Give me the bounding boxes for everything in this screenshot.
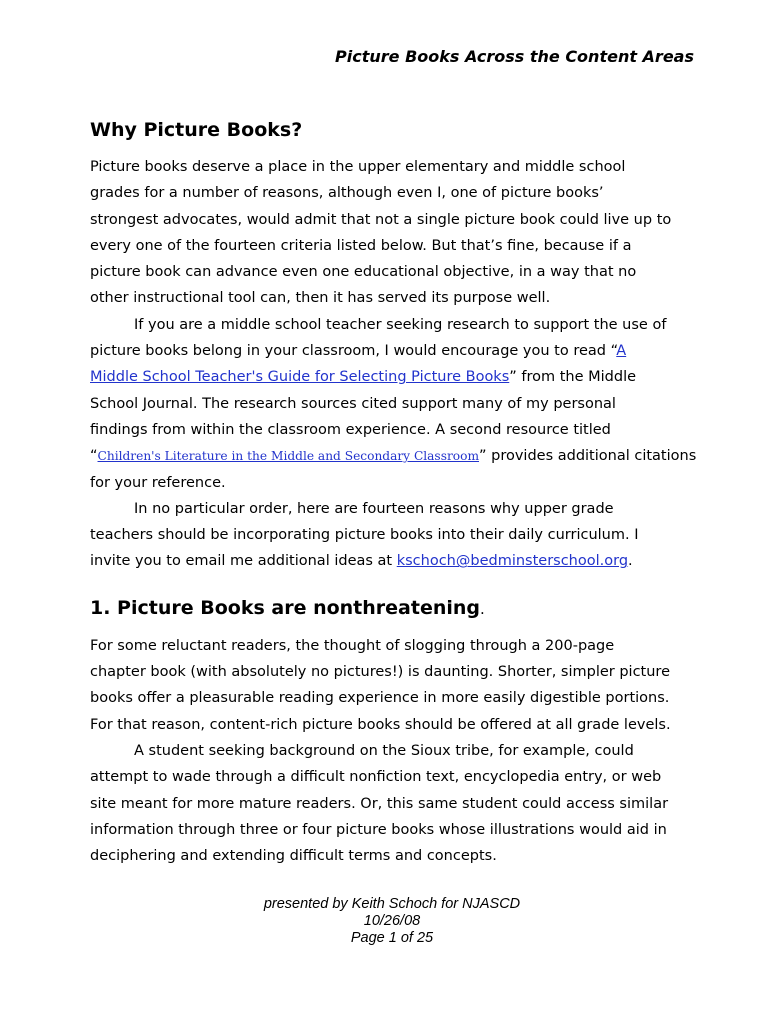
section-heading-text: 1. Picture Books are nonthreatening: [90, 596, 481, 619]
text-line: picture book can advance even one educational objective, in a way that no: [90, 264, 637, 281]
middle-school-guide-link[interactable]: Middle School Teacher's Guide for Selecting Picture Books: [90, 369, 510, 386]
text-line: attempt to wade through a difficult nonfiction text, encyclopedia entry, or web: [90, 769, 662, 786]
text-line: deciphering and extending difficult terms and concepts.: [90, 848, 497, 865]
text-line: In no particular order, here are fourteen reasons why upper grade: [134, 500, 614, 517]
footer-page-number: Page 1 of 25: [350, 930, 434, 946]
section-heading-nonthreatening: [90, 592, 696, 625]
text-line: books offer a pleasurable reading experience in more easily digestible portions.: [90, 690, 670, 707]
page-footer: [0, 896, 768, 947]
text-line: every one of the fourteen criteria listed below. But that’s fine, because if a: [90, 237, 632, 254]
running-header: Picture Books Across the Content Areas: [335, 47, 694, 66]
text-line: ” provides additional citations: [479, 448, 697, 465]
text-line: grades for a number of reasons, although even I, one of picture books’: [90, 185, 604, 202]
text-line: teachers should be incorporating picture books into their daily curriculum. I: [90, 527, 639, 544]
text-line: chapter book (with absolutely no pictures!) is daunting. Shorter, simpler picture: [90, 664, 670, 681]
paragraph-sioux-example: [90, 738, 696, 869]
page-content: [90, 114, 696, 869]
paragraph-fourteen-reasons: [90, 496, 696, 575]
childrens-literature-link[interactable]: Children's Literature in the Middle and Secondary Classroom: [97, 449, 479, 464]
text-line: For some reluctant readers, the thought of slogging through a 200-page: [90, 637, 615, 654]
footer-presenter: presented by Keith Schoch for NJASCD: [263, 896, 521, 912]
email-link[interactable]: kschoch@bedminsterschool.org: [396, 553, 629, 570]
text-line: invite you to email me additional ideas at: [90, 553, 397, 570]
text-line: For that reason, content-rich picture books should be offered at all grade levels.: [90, 716, 671, 733]
text-line: ” from the Middle: [509, 369, 637, 386]
text-line: other instructional tool can, then it has served its purpose well.: [90, 290, 551, 307]
text-line: A student seeking background on the Sioux tribe, for example, could: [134, 742, 634, 759]
text-line: .: [628, 553, 633, 570]
text-line: If you are a middle school teacher seeking research to support the use of: [134, 316, 667, 333]
text-line: “: [90, 448, 98, 465]
text-line: Picture books deserve a place in the upper elementary and middle school: [90, 159, 626, 175]
text-line: picture books belong in your classroom, I would encourage you to read “: [90, 343, 617, 360]
paragraph-reluctant-readers: [90, 633, 696, 738]
text-line: School Journal. The research sources cited support many of my personal: [90, 395, 616, 412]
heading-period: .: [480, 599, 485, 618]
middle-school-guide-link-start[interactable]: A: [616, 343, 627, 360]
paragraph-research: [90, 312, 696, 496]
text-line: for your reference.: [90, 474, 226, 491]
paragraph-intro: [90, 154, 696, 312]
text-line: findings from within the classroom experience. A second resource titled: [90, 421, 611, 438]
text-line: strongest advocates, would admit that not a single picture book could live up to: [90, 211, 672, 228]
text-line: site meant for more mature readers. Or, this same student could access similar: [90, 795, 669, 812]
footer-date: 10/26/08: [363, 913, 421, 929]
section-heading-why-picture-books: Why Picture Books?: [90, 119, 303, 141]
text-line: information through three or four picture books whose illustrations would aid in: [90, 821, 667, 838]
